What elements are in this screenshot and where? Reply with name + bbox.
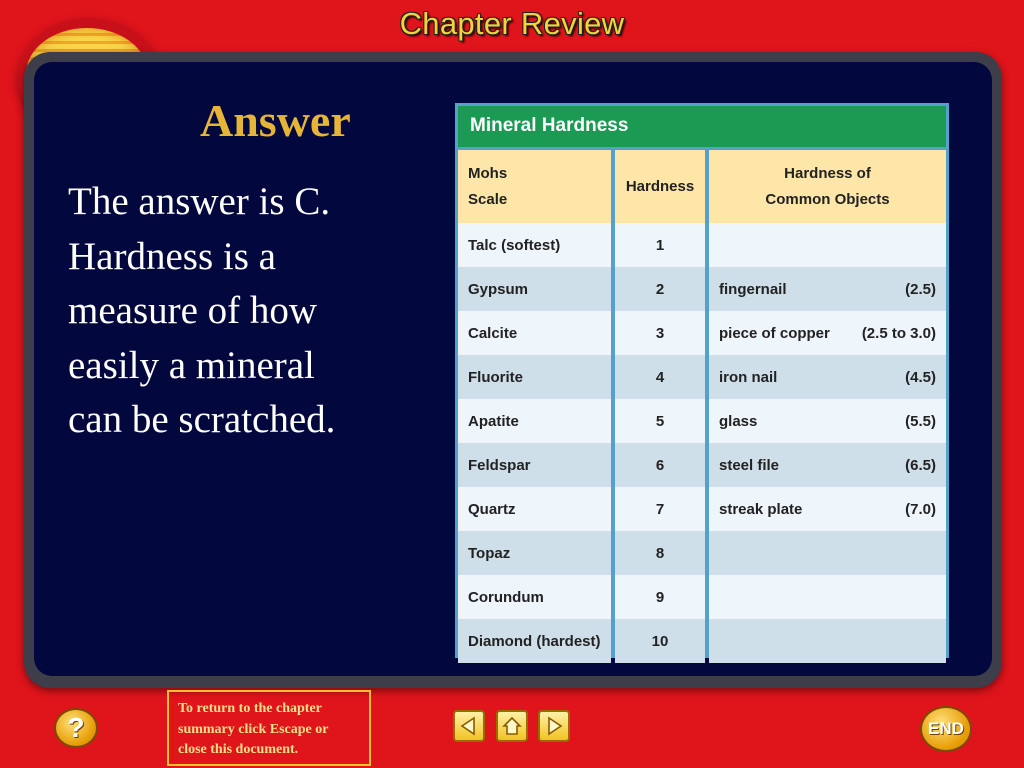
- hardness-cell: 10: [615, 619, 705, 663]
- object-cell: [709, 355, 946, 399]
- mineral-cell: Corundum: [458, 575, 611, 619]
- header-objects-line: Hardness of: [784, 164, 871, 182]
- mineral-hardness-table: [455, 103, 949, 658]
- table-row: [458, 575, 946, 619]
- answer-line: Hardness is a: [68, 234, 276, 278]
- object-cell: [709, 443, 946, 487]
- table-row: [458, 399, 946, 443]
- mineral-cell: Talc (softest): [458, 223, 611, 267]
- table-row: [458, 311, 946, 355]
- object-value: (2.5): [905, 280, 936, 298]
- chapter-review-title: Chapter Review: [399, 6, 625, 41]
- mineral-cell: Gypsum: [458, 267, 611, 311]
- home-icon: [502, 716, 522, 736]
- answer-line: measure of how: [68, 289, 318, 332]
- hardness-cell: 6: [615, 443, 705, 487]
- mineral-cell: Calcite: [458, 311, 611, 355]
- note-line: To return to the chapter: [178, 701, 322, 716]
- header-mohs-scale: [458, 150, 611, 223]
- arrow-left-icon: [459, 716, 479, 736]
- object-cell: [709, 531, 946, 575]
- mineral-cell: Quartz: [458, 487, 611, 531]
- table-row: [458, 443, 946, 487]
- end-button[interactable]: [920, 706, 972, 752]
- previous-button[interactable]: [453, 710, 485, 742]
- hardness-cell: 7: [615, 487, 705, 531]
- home-button[interactable]: [496, 710, 528, 742]
- next-button[interactable]: [538, 710, 570, 742]
- object-name: fingernail: [719, 280, 787, 298]
- table-row: [458, 355, 946, 399]
- object-name: streak plate: [719, 500, 803, 518]
- hardness-cell: 8: [615, 531, 705, 575]
- header-hardness: Hardness: [615, 150, 705, 223]
- table-header-row: [458, 150, 946, 223]
- object-cell: [709, 311, 946, 355]
- question-mark-icon: ?: [67, 712, 85, 743]
- object-cell: [709, 575, 946, 619]
- hardness-cell: 5: [615, 399, 705, 443]
- hardness-cell: 3: [615, 311, 705, 355]
- table-row: [458, 531, 946, 575]
- object-value: (6.5): [905, 456, 936, 474]
- return-instructions: [167, 690, 371, 766]
- object-value: (2.5 to 3.0): [861, 324, 936, 342]
- mineral-cell: Apatite: [458, 399, 611, 443]
- table-row: [458, 619, 946, 663]
- mineral-cell: Topaz: [458, 531, 611, 575]
- header-mohs-line: Scale: [468, 190, 508, 208]
- mineral-cell: Diamond (hardest): [458, 619, 611, 663]
- table-title: Mineral Hardness: [458, 106, 946, 147]
- object-cell: [709, 223, 946, 267]
- object-name: piece of copper: [719, 324, 830, 342]
- hardness-cell: 2: [615, 267, 705, 311]
- object-cell: [709, 487, 946, 531]
- object-value: (4.5): [905, 368, 936, 386]
- object-value: (5.5): [905, 412, 936, 430]
- mineral-cell: Feldspar: [458, 443, 611, 487]
- hardness-cell: 1: [615, 223, 705, 267]
- note-line: summary click Escape or: [178, 721, 329, 737]
- header-common-objects: [709, 150, 946, 223]
- object-value: (7.0): [905, 500, 936, 518]
- help-button[interactable]: [54, 708, 98, 748]
- object-cell: [709, 399, 946, 443]
- answer-line: easily a mineral: [68, 343, 315, 387]
- mineral-cell: Fluorite: [458, 355, 611, 399]
- object-name: iron nail: [719, 368, 778, 386]
- answer-text: [68, 175, 428, 448]
- table-row: [458, 487, 946, 531]
- table-row: [458, 267, 946, 311]
- end-label: END: [928, 719, 964, 738]
- hardness-cell: 4: [615, 355, 705, 399]
- arrow-right-icon: [544, 716, 564, 736]
- object-name: glass: [719, 412, 758, 430]
- header-objects-line: Common Objects: [765, 190, 890, 208]
- hardness-cell: 9: [615, 575, 705, 619]
- table-row: [458, 223, 946, 267]
- answer-heading: Answer: [200, 95, 351, 146]
- object-cell: [709, 267, 946, 311]
- header-mohs-line: Mohs: [468, 164, 508, 182]
- table-grid: [458, 150, 946, 663]
- note-line: close this document.: [178, 742, 299, 757]
- object-cell: [709, 619, 946, 663]
- answer-line: The answer is C.: [68, 180, 331, 223]
- answer-line: can be scratched.: [68, 398, 336, 441]
- object-name: steel file: [719, 456, 780, 474]
